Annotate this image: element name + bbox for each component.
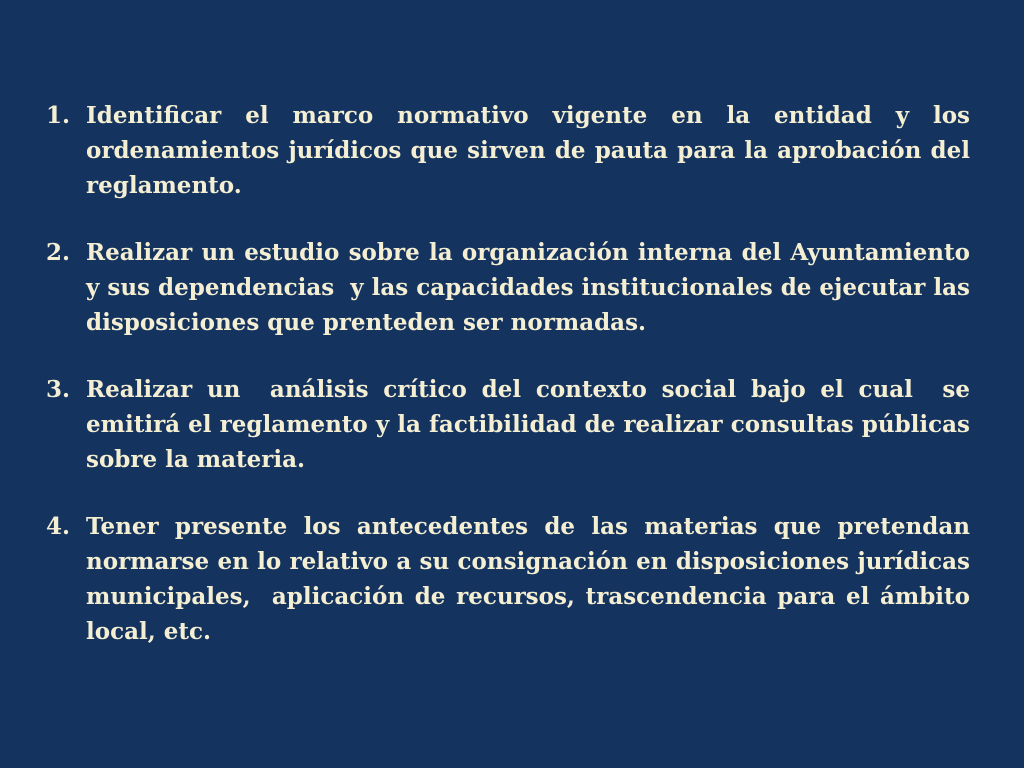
list-item-text: Realizar un análisis crítico del contexto social bajo el cual se emitirá el reglamento y la factibilidad de realizar consultas públicas sobre la materia. — [86, 376, 979, 473]
list-item — [46, 235, 979, 340]
list-item-text: Identificar el marco normativo vigente en la entidad y los ordenamientos jurídicos que sirven de pauta para la aprobación del reglamento. — [86, 102, 979, 199]
list-item-number: 4. — [46, 513, 71, 540]
list-item — [46, 372, 979, 477]
list-item — [46, 509, 979, 649]
list-item — [46, 98, 979, 203]
list-item-text: Tener presente los antecedentes de las materias que pretendan normarse en lo relativo a su consignación en disposiciones jurídicas municipales, aplicación de recursos, trascendencia para el ámbito local, etc. — [86, 513, 979, 645]
list-item-number: 1. — [46, 102, 71, 129]
list-item-text: Realizar un estudio sobre la organización interna del Ayuntamiento y sus dependencias y las capacidades institucionales de ejecutar las disposiciones que prenteden ser normadas. — [86, 239, 979, 336]
numbered-list — [46, 98, 979, 681]
list-item-number: 3. — [46, 376, 71, 403]
list-item-number: 2. — [46, 239, 71, 266]
